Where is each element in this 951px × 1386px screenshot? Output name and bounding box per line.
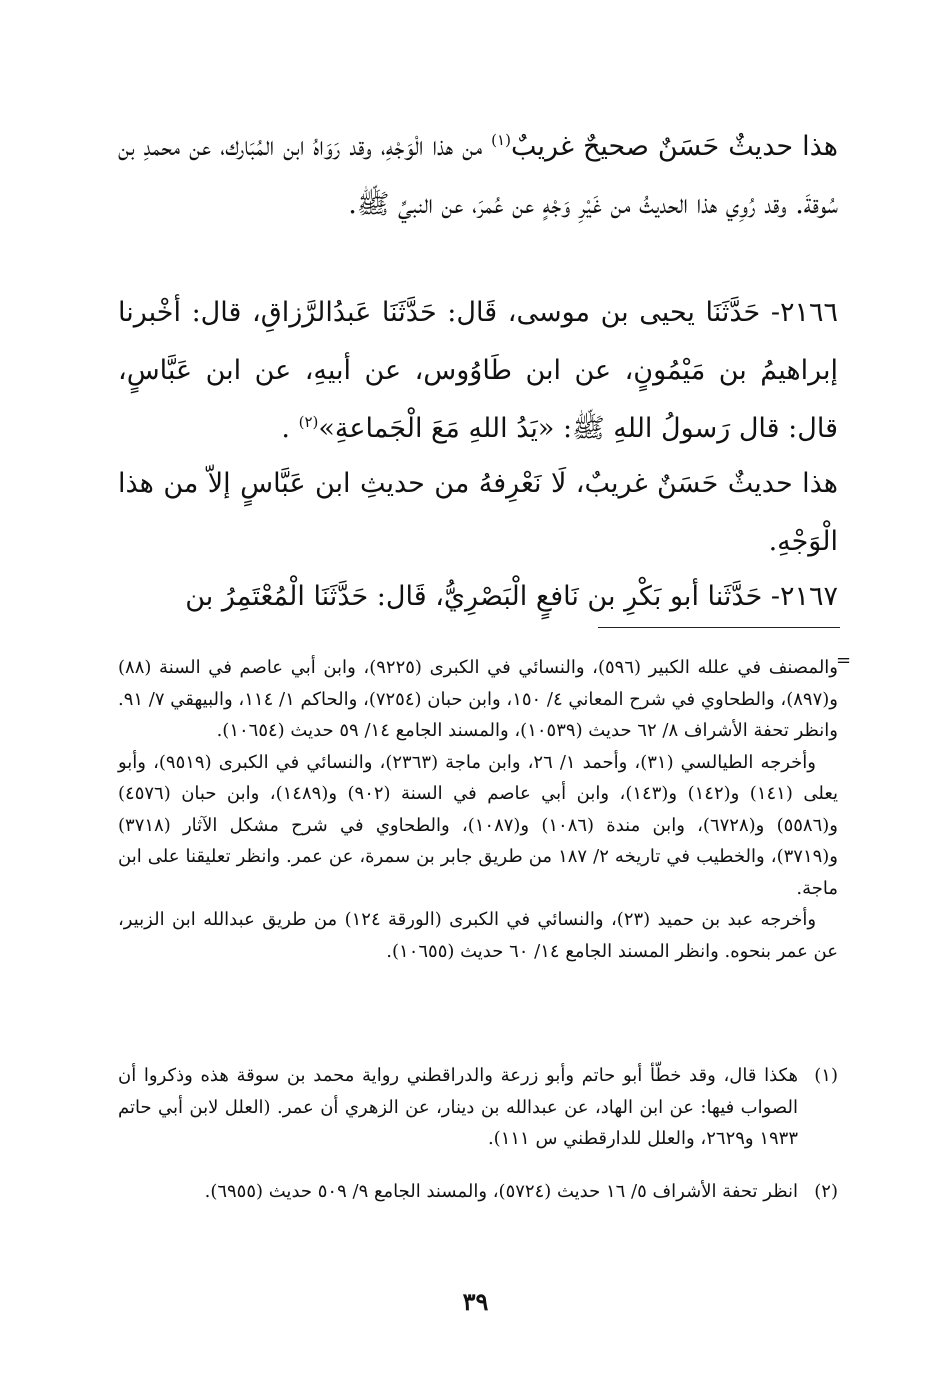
continuation-mark: = xyxy=(836,650,852,671)
footnote-1 xyxy=(118,1060,838,1155)
main-paragraph-3 xyxy=(118,455,838,571)
footnote-ref-1[interactable]: (١) xyxy=(491,131,511,149)
main-paragraph-1 xyxy=(118,118,838,234)
hadith-2166 xyxy=(118,284,838,458)
footnote-ref-2[interactable]: (٢) xyxy=(298,413,319,431)
footnote-2 xyxy=(118,1176,838,1208)
hadith-2167 xyxy=(118,568,838,626)
hadith-2167-text: ٢١٦٧- حَدَّثَنا أبو بَكْرِ بن نَافعٍ الْبَصْرِيُّ، قَال: حَدَّثَنَا الْمُعْتَمِرُ بن xyxy=(185,581,838,612)
footnote-cont-paragraph-3: وأخرجه عبد بن حميد (٢٣)، والنسائي في الكبرى (الورقة ١٢٤) من طريق عبدالله ابن الزبير، عن عمر بنحوه. وانظر المسند الجامع ١٤/ ٦٠ حديث (١٠٦٥٥). xyxy=(118,909,838,962)
footnote-cont-paragraph-2: وأخرجه الطيالسي (٣١)، وأحمد ١/ ٢٦، وابن ماجة (٢٣٦٣)، والنسائي في الكبرى (٩٥١٩)، وأبو يعلى (١٤١) و(١٤٢) و(١٤٣)، وابن أبي عاصم في السنة (٩٠٢) و(١٤٨٩)، وابن حبان (٤٥٧٦) و(٥٥٨٦) و(٦٧٢٨)، وابن مندة (١٠٨٦) و(١٠٨٧)، والطحاوي في شرح مشكل الآثار (٣٧١٨) و(٣٧١٩)، والخطيب في تاريخه ٢/ ١٨٧ من طريق جابر بن سمرة، عن عمر. وانظر تعليقنا على ابن ماجة. xyxy=(118,751,839,899)
footnote-1-number: (١) xyxy=(814,1065,838,1086)
hadith-2166-text: ٢١٦٦- حَدَّثَنَا يحيى بن موسى، قَال: حَدَّثَنَا عَبدُالرَّزاقِ، قال: أخْبرنا إبراهيمُ بن مَيْمُونٍ، عن ابن طَاوُوس، عن أبيهِ، عن ابن عَبَّاسٍ، قال: قال رَسولُ اللهِ ﷺ: «يَدُ اللهِ مَعَ الْجَماعةِ» xyxy=(118,297,838,444)
footnote-2-text: انظر تحفة الأشراف ٥/ ١٦ حديث (٥٧٢٤)، والمسند الجامع ٩/ ٥٠٩ حديث (٦٩٥٥). xyxy=(204,1181,798,1202)
page-number: ٣٩ xyxy=(462,1287,489,1316)
hadith-2166-end: . xyxy=(281,413,299,444)
footnote-2-number: (٢) xyxy=(814,1181,838,1202)
footnote-continuation xyxy=(118,652,838,967)
para1-rest: من هذا الْوَجْهِ، وقد رَوَاهُ ابن المُبَارك، عن محمدِ بن سُوقةَ. وقد رُوِي هذا الحديثُ من غَيْرِ وَجْهٍ عن عُمرَ، عن النبيِّ ﷺ. xyxy=(118,131,838,220)
footnote-1-text: هكذا قال، وقد خطّأ أبو حاتم وأبو زرعة والدراقطني رواية محمد بن سوقة هذه وذكروا أن الصواب فيها: عن ابن الهاد، عن عبدالله بن دينار، عن الزهري أن عمر. (العلل لابن أبي حاتم ١٩٣٣ و٢٦٢٩، والعلل للدارقطني س ١١١). xyxy=(118,1065,798,1149)
para1-text: هذا حديثٌ حَسَنٌ صحيحٌ غريبٌ xyxy=(510,131,839,162)
footnote-cont-paragraph-1: والمصنف في علله الكبير (٥٩٦)، والنسائي في الكبرى (٩٢٢٥)، وابن أبي عاصم في السنة (٨٨) و(٨٩٧)، والطحاوي في شرح المعاني ٤/ ١٥٠، وابن حبان (٧٢٥٤)، والحاكم ١/ ١١٤، والبيهقي ٧/ ٩١. وانظر تحفة الأشراف ٨/ ٦٢ حديث (١٠٥٣٩)، والمسند الجامع ١٤/ ٥٩ حديث (١٠٦٥٤). xyxy=(118,657,838,741)
para3-text: هذا حديثٌ حَسَنٌ غريبٌ، لَا نَعْرِفهُ من حديثِ ابن عَبَّاسٍ إلاّ من هذا الْوَجْهِ. xyxy=(118,468,838,557)
footnote-separator xyxy=(598,627,840,628)
